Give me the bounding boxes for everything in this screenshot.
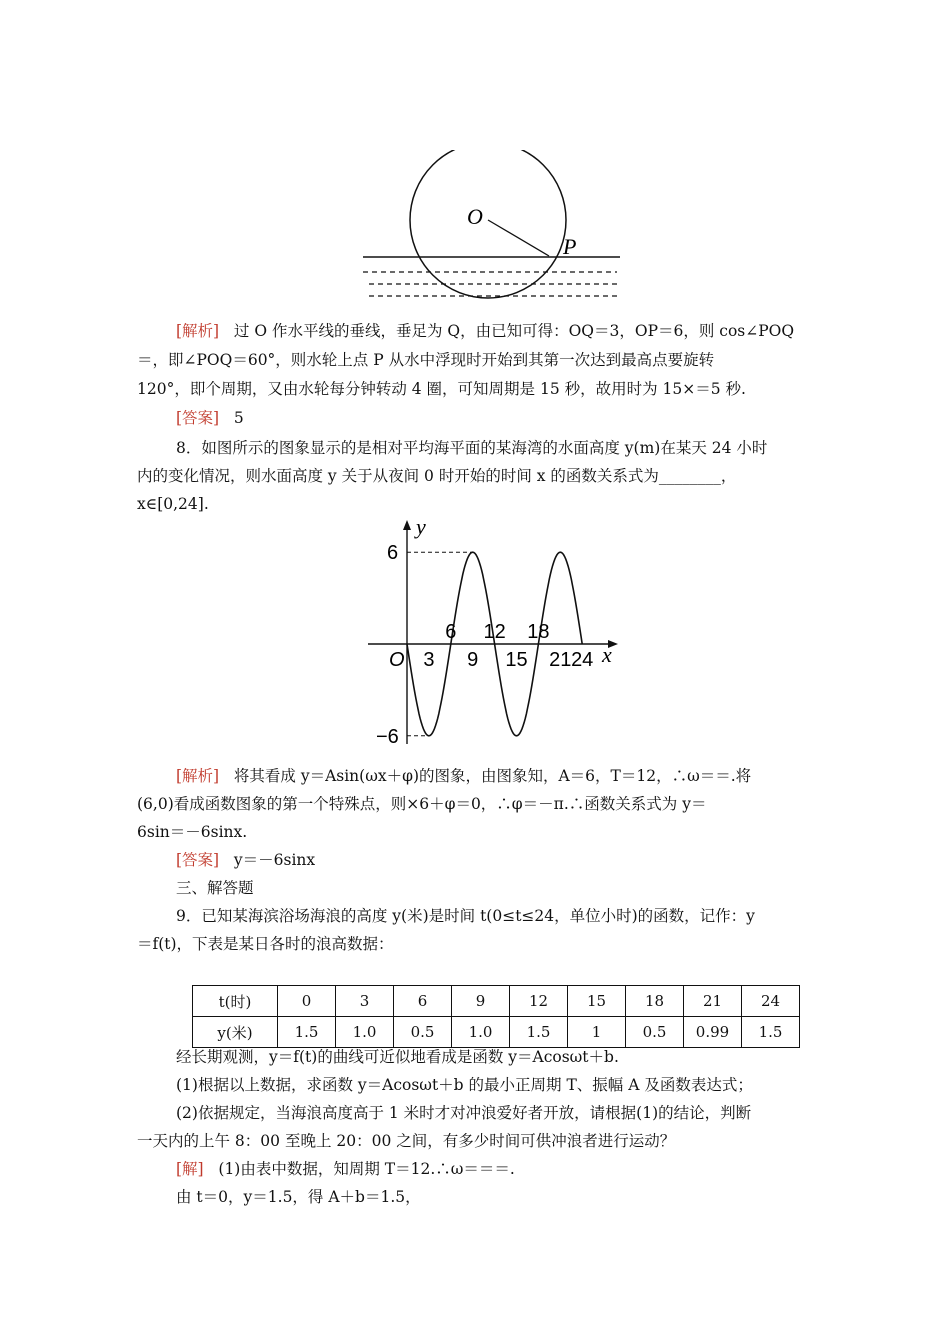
- tide-chart: [360, 512, 630, 752]
- table-cell: 1.5: [510, 1017, 568, 1048]
- y-tick-label-6: 6: [387, 542, 399, 565]
- q8-line-1: 8．如图所示的图象显示的是相对平均海平面的某海湾的水面高度 y(m)在某天 24 小时: [176, 439, 768, 457]
- table-cell: 1.5: [742, 1017, 800, 1048]
- x-tick-label-above: 12: [483, 621, 506, 643]
- table-cell: 1: [568, 1017, 626, 1048]
- q7-answer-tag: [答案]: [176, 409, 220, 427]
- table-row-label: y(米): [193, 1017, 278, 1048]
- table-cell: 3: [336, 986, 394, 1017]
- y-axis-label: y: [416, 514, 426, 539]
- table-cell: 24: [742, 986, 800, 1017]
- q8-answer-line: [176, 849, 315, 871]
- q9-after-line-1: 经长期观测，y＝f(t)的曲线可近似地看成是函数 y＝Acosωt＋b.: [176, 1048, 619, 1066]
- x-tick-label: 24: [571, 649, 594, 671]
- q8-analysis-line-1: [176, 765, 751, 787]
- q9-solution-text-1: (1)由表中数据，知周期 T＝12.∴ω＝＝＝.: [218, 1160, 515, 1178]
- q7-answer-line: [176, 407, 244, 429]
- q9-after-line-4: 一天内的上午 8：00 至晚上 20：00 之间，有多少时间可供冲浪者进行运动？: [137, 1132, 676, 1150]
- q8-analysis-line-2: (6,0)看成函数图象的第一个特殊点，则×6＋φ＝0，∴φ＝－π.∴函数关系式为 y＝: [137, 795, 707, 813]
- section3-heading: 三、解答题: [176, 879, 254, 897]
- q9-solution-line-2: 由 t＝0，y＝1.5，得 A＋b＝1.5，: [176, 1188, 421, 1206]
- table-cell: 1.5: [278, 1017, 336, 1048]
- x-tick-label-above: 6: [445, 621, 457, 643]
- q8-analysis-text-1: 将其看成 y＝Asin(ωx＋φ)的图象，由图象知，A＝6，T＝12，∴ω＝＝.将: [233, 767, 752, 785]
- table-cell: 21: [684, 986, 742, 1017]
- wheel-circle: [410, 150, 566, 298]
- x-tick-label: 9: [467, 649, 479, 671]
- q8-line-3: x∈[0,24].: [137, 495, 209, 513]
- table-cell: 1.0: [452, 1017, 510, 1048]
- x-tick-label: 15: [505, 649, 528, 671]
- table-row-t: [193, 986, 800, 1017]
- x-tick-label: O: [389, 649, 405, 671]
- q9-solution-tag: [解]: [176, 1160, 204, 1178]
- x-tick-label-above: 18: [527, 621, 550, 643]
- q8-answer: y＝－6sinx: [233, 851, 316, 869]
- y-axis-arrow: [403, 520, 411, 530]
- q7-analysis-line-1: [176, 320, 794, 342]
- q7-analysis-line-3: 120°，即个周期，又由水轮每分钟转动 4 圈，可知周期是 15 秒，故用时为 15×＝5 秒.: [137, 380, 746, 398]
- y-tick-label-neg6: −6: [376, 725, 399, 748]
- table-header-label: t(时): [193, 986, 278, 1017]
- x-tick-label: 21: [549, 649, 572, 671]
- table-cell: 9: [452, 986, 510, 1017]
- q7-analysis-tag: [解析]: [176, 322, 220, 340]
- table-cell: 0.5: [626, 1017, 684, 1048]
- q9-after-line-3: (2)依据规定，当海浪高度高于 1 米时才对冲浪爱好者开放，请根据(1)的结论，判断: [176, 1104, 752, 1122]
- table-cell: 1.0: [336, 1017, 394, 1048]
- q8-line-2: 内的变化情况，则水面高度 y 关于从夜间 0 时开始的时间 x 的函数关系式为________，: [137, 467, 737, 485]
- q7-analysis-line-2: ＝，即∠POQ＝60°，则水轮上点 P 从水中浮现时开始到其第一次达到最高点要旋转: [137, 351, 715, 369]
- x-axis-label: x: [602, 642, 612, 667]
- table-cell: 6: [394, 986, 452, 1017]
- x-tick-label: 3: [423, 649, 435, 671]
- label-o: O: [467, 204, 483, 229]
- table-cell: 0.99: [684, 1017, 742, 1048]
- q8-analysis-line-3: 6sin＝－6sinx.: [137, 823, 248, 841]
- q7-answer: 5: [233, 409, 244, 427]
- table-cell: 0: [278, 986, 336, 1017]
- q8-analysis-tag: [解析]: [176, 767, 220, 785]
- table-cell: 15: [568, 986, 626, 1017]
- table-cell: 0.5: [394, 1017, 452, 1048]
- q9-line-2: ＝f(t)，下表是某日各时的浪高数据：: [137, 935, 394, 953]
- q9-after-line-2: (1)根据以上数据，求函数 y＝Acosωt＋b 的最小正周期 T、振幅 A 及函数表达式；: [176, 1076, 753, 1094]
- q8-answer-tag: [答案]: [176, 851, 220, 869]
- table-row-y: [193, 1017, 800, 1048]
- table-cell: 18: [626, 986, 684, 1017]
- table-cell: 12: [510, 986, 568, 1017]
- q9-solution-line-1: [176, 1158, 515, 1180]
- q9-line-1: 9．已知某海滨浴场海浪的高度 y(米)是时间 t(0≤t≤24，单位小时)的函数，记作：y: [176, 907, 755, 925]
- q7-analysis-text-1: 过 O 作水平线的垂线，垂足为 Q，由已知可得：OQ＝3，OP＝6，则 cos∠POQ: [233, 322, 795, 340]
- radius-op: [488, 220, 549, 256]
- wave-height-table: [192, 985, 800, 1048]
- label-p: P: [563, 234, 577, 259]
- water-wheel-figure: [355, 150, 630, 305]
